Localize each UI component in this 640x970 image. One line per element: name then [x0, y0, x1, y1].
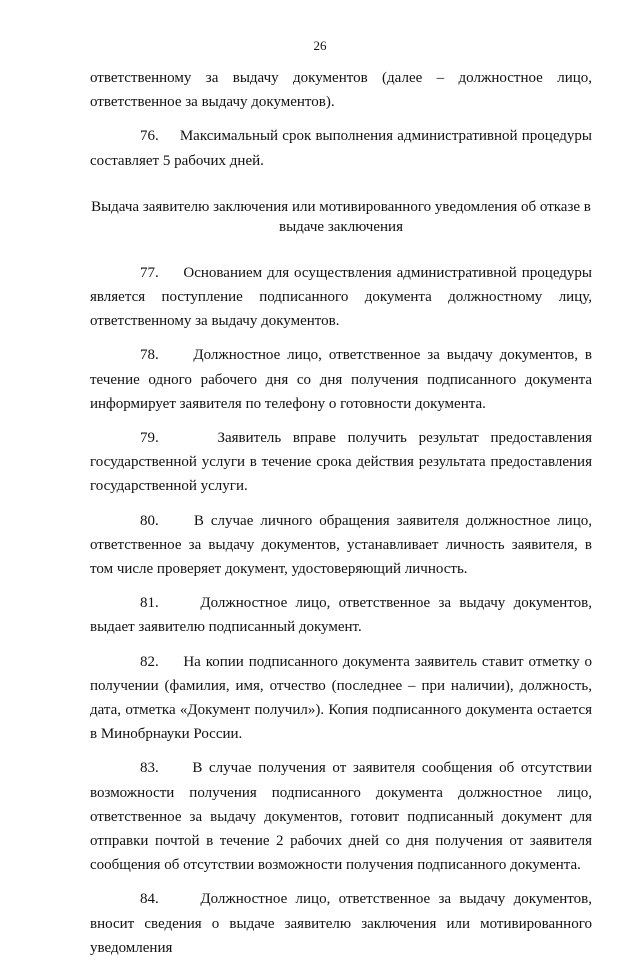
paragraph-number: 77.: [140, 264, 159, 281]
paragraph-84: [90, 887, 592, 960]
paragraph-text: Должностное лицо, ответственное за выдачу документов, в течение одного рабочего дня со дня получения подписанного документа информирует заявителя по телефону о готовности документа.: [90, 347, 592, 412]
paragraph-79: [90, 426, 592, 499]
paragraph-number: 81.: [140, 595, 159, 612]
paragraph-text: Максимальный срок выполнения административной процедуры составляет 5 рабочих дней.: [90, 128, 592, 169]
paragraph-83: [90, 756, 592, 877]
paragraph-number: 82.: [140, 653, 159, 670]
paragraph-text: В случае личного обращения заявителя должностное лицо, ответственное за выдачу документов, устанавливает личность заявителя, в том числе проверяет документ, удостоверяющий личность.: [90, 512, 592, 578]
paragraph-81: [90, 591, 592, 639]
paragraph-text: Должностное лицо, ответственное за выдачу документов, вносит сведения о выдаче заявителю заключения или мотивированного уведомления: [90, 891, 592, 956]
paragraph-text: Основанием для осуществления административной процедуры является поступление подписанного документа должностному лицу, ответственному за выдачу документов.: [90, 264, 592, 330]
paragraph-78: [90, 343, 592, 416]
page-number: 26: [313, 38, 327, 53]
paragraph-continuation: [90, 66, 592, 114]
paragraph-text: На копии подписанного документа заявитель ставит отметку о получении (фамилия, имя, отчество (последнее – при наличии), должность, дата, отметка «Документ получил»). Копия подписанного документа остается в Минобрнауки России.: [90, 653, 592, 743]
paragraph-number: 76.: [140, 128, 159, 145]
section-heading: Выдача заявителю заключения или мотивированного уведомления об отказе в выдаче заключения: [91, 198, 591, 235]
paragraph-number: 78.: [140, 347, 159, 364]
paragraph-text: Должностное лицо, ответственное за выдачу документов, выдает заявителю подписанный документ.: [90, 595, 592, 636]
paragraph-82: [90, 650, 592, 747]
paragraph-76: [90, 124, 592, 172]
paragraph-number: 83.: [140, 760, 159, 777]
document-body: [90, 66, 592, 970]
paragraph-number: 84.: [140, 891, 159, 908]
paragraph-number: 79.: [140, 430, 159, 447]
paragraph-text: Заявитель вправе получить результат предоставления государственной услуги в течение срока действия результата предоставления государственной услуги.: [90, 430, 593, 495]
paragraph-text: В случае получения от заявителя сообщения об отсутствии возможности получения подписанного документа должностное лицо, ответственное за выдачу документов, готовит подписанный документ для отправки почтой в течение 2 рабочих дней со дня получения от заявителя сообщения об отсутствии возможности получения подписанного документа.: [90, 760, 592, 874]
paragraph-number: 80.: [140, 512, 159, 529]
paragraph-77: [90, 261, 592, 334]
paragraph-80: [90, 509, 592, 582]
paragraph-text: ответственному за выдачу документов (далее – должностное лицо, ответственное за выдачу документов).: [90, 70, 592, 111]
